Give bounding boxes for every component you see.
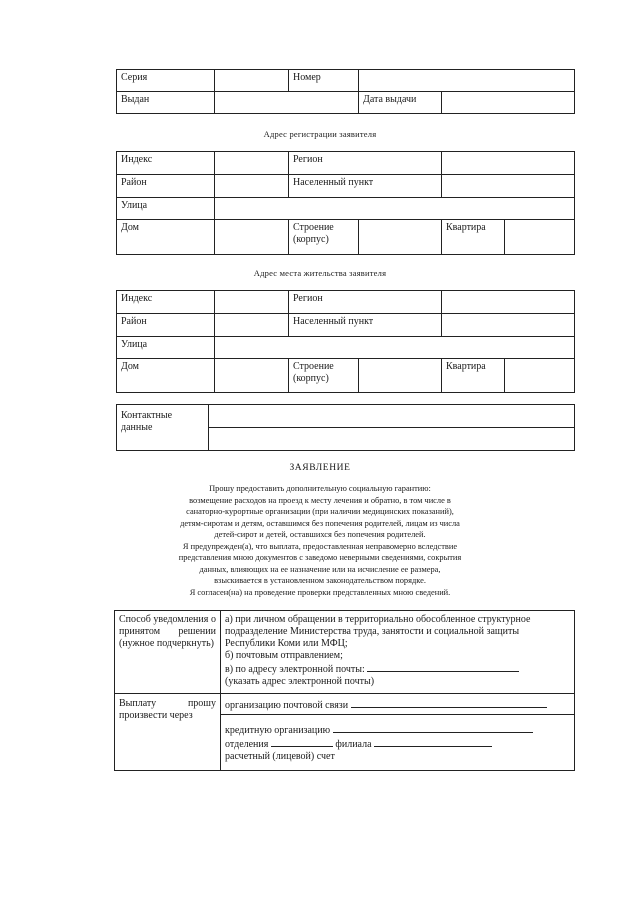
reg-district-label: Район	[117, 175, 215, 198]
res-apartment-field[interactable]	[505, 359, 575, 393]
residence-table	[116, 290, 575, 393]
passport-table	[116, 69, 575, 114]
statement-title: ЗАЯВЛЕНИЕ	[289, 463, 351, 473]
contacts-table	[116, 404, 575, 451]
postal-label: организацию почтовой связи	[225, 700, 349, 711]
notification-option: Республики Коми или МФЦ;	[225, 638, 348, 649]
res-district-field[interactable]	[215, 314, 289, 337]
statement-line: возмещение расходов на проезд к месту лечения и обратно, в том числе в	[189, 495, 451, 505]
payment-postal[interactable]	[221, 694, 575, 715]
account-label: расчетный (лицевой) счет	[225, 751, 335, 762]
statement-line: представления мною документов с заведомо неверными сведениями, сокрытия	[178, 553, 462, 562]
res-district-label: Район	[117, 314, 215, 337]
res-index-field[interactable]	[215, 291, 289, 314]
registration-caption: Адрес регистрации заявителя	[263, 129, 377, 139]
contacts-label: Контактные данные	[117, 405, 209, 451]
res-house-field[interactable]	[215, 359, 289, 393]
reg-region-field[interactable]	[442, 152, 575, 175]
notification-option: (указать адрес электронной почты)	[225, 676, 375, 687]
res-index-label: Индекс	[117, 291, 215, 314]
issue-date-field[interactable]	[442, 92, 575, 114]
statement-line: Я предупрежден(а), что выплата, предоставленная неправомерно вследствие	[182, 541, 458, 551]
statement-line: детей-сирот и детей, оставшихся без попечения родителей.	[214, 530, 426, 539]
credit-org-label: кредитную организацию	[225, 725, 331, 736]
contacts-field-2[interactable]	[209, 428, 575, 451]
statement-line: данных, влияющих на ее назначение или на исчисление ее размера,	[199, 564, 441, 574]
filial-line[interactable]	[374, 737, 492, 747]
notification-option[interactable]: в) по адресу электронной почты:	[225, 664, 365, 675]
reg-index-field[interactable]	[215, 152, 289, 175]
notification-label: Способ уведомления о принятом решении (нужное подчеркнуть)	[115, 611, 221, 694]
email-line[interactable]	[367, 662, 519, 672]
notification-option[interactable]: а) при личном обращении в территориально обособленное структурное	[225, 614, 531, 625]
issue-date-label: Дата выдачи	[359, 92, 442, 114]
filial-label: филиала	[335, 739, 372, 750]
res-region-label: Регион	[289, 291, 442, 314]
statement-line: санаторно-курортные организации (при наличии медицинских показаний),	[186, 507, 454, 516]
reg-building-label: Строение (корпус)	[289, 220, 359, 255]
statement-line: взыскивается в установленном законодательством порядке.	[214, 576, 426, 585]
res-region-field[interactable]	[442, 291, 575, 314]
reg-street-label: Улица	[117, 198, 215, 220]
reg-index-label: Индекс	[117, 152, 215, 175]
res-house-label: Дом	[117, 359, 215, 393]
reg-locality-label: Населенный пункт	[289, 175, 442, 198]
series-label: Серия	[117, 70, 215, 92]
res-apartment-label: Квартира	[442, 359, 505, 393]
res-building-field[interactable]	[359, 359, 442, 393]
issued-field[interactable]	[215, 92, 359, 114]
statement-line: Прошу предоставить дополнительную социальную гарантию:	[209, 484, 431, 493]
reg-apartment-field[interactable]	[505, 220, 575, 255]
number-field[interactable]	[359, 70, 575, 92]
res-street-label: Улица	[117, 337, 215, 359]
reg-region-label: Регион	[289, 152, 442, 175]
notification-payment-table	[114, 610, 575, 771]
registration-table	[116, 151, 575, 255]
postal-line[interactable]	[351, 698, 547, 708]
notification-option[interactable]: б) почтовым отправлением;	[225, 650, 343, 661]
reg-locality-field[interactable]	[442, 175, 575, 198]
residence-caption: Адрес места жительства заявителя	[253, 268, 387, 278]
credit-org-line[interactable]	[333, 723, 533, 733]
res-street-field[interactable]	[215, 337, 575, 359]
statement-line: Я согласен(на) на проведение проверки представленных мною сведений.	[189, 587, 451, 597]
payment-label: Выплату прошу произвести через	[115, 694, 221, 771]
contacts-field-1[interactable]	[209, 405, 575, 428]
res-locality-label: Населенный пункт	[289, 314, 442, 337]
reg-house-field[interactable]	[215, 220, 289, 255]
number-label: Номер	[289, 70, 359, 92]
res-building-label: Строение (корпус)	[289, 359, 359, 393]
issued-label: Выдан	[117, 92, 215, 114]
branch-line[interactable]	[271, 737, 333, 747]
reg-house-label: Дом	[117, 220, 215, 255]
statement-body	[100, 483, 540, 598]
notification-option: подразделение Министерства труда, занятости и социальной защиты	[225, 626, 520, 637]
statement-line: детям-сиротам и детям, оставшимся без попечения родителей, лицам из числа	[180, 518, 460, 528]
branch-label: отделения	[225, 739, 269, 750]
reg-apartment-label: Квартира	[442, 220, 505, 255]
res-locality-field[interactable]	[442, 314, 575, 337]
notification-options[interactable]	[221, 611, 575, 694]
series-field[interactable]	[215, 70, 289, 92]
reg-street-field[interactable]	[215, 198, 575, 220]
reg-district-field[interactable]	[215, 175, 289, 198]
reg-building-field[interactable]	[359, 220, 442, 255]
payment-credit[interactable]	[221, 715, 575, 771]
